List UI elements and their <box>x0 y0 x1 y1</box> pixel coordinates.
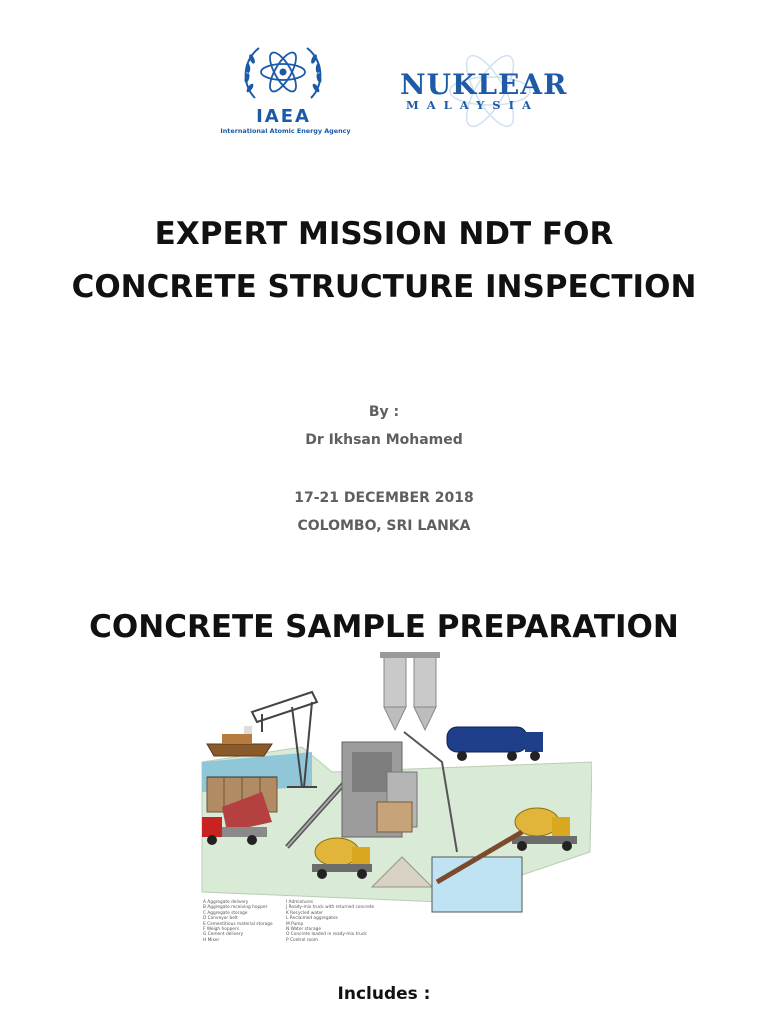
nuklear-malaysia-logo <box>392 46 582 136</box>
logo-bar <box>0 38 768 146</box>
legend-item: D Conveyor belt <box>203 916 238 922</box>
title-line-1: EXPERT MISSION NDT FOR <box>154 216 614 252</box>
nuklear-wordmark: NUKLEAR <box>400 68 568 101</box>
legend-item: E Cementitious material storage <box>203 921 273 927</box>
section-title: CONCRETE SAMPLE PREPARATION <box>89 609 679 645</box>
legend-item: F Weigh hoppers <box>203 927 239 933</box>
legend-item: O Concrete loaded in ready-mix truck <box>286 932 367 938</box>
atom-laurel-icon <box>237 40 329 104</box>
malaysia-wordmark: MALAYSIA <box>406 98 539 112</box>
legend-item: J Ready-mix truck with returned concrete <box>286 905 375 911</box>
diagram-legend <box>203 900 403 960</box>
legend-item: A Aggregate delivery <box>203 900 249 905</box>
legend-item: B Aggregate receiving hopper <box>203 905 268 911</box>
cement-silos <box>380 652 440 730</box>
iaea-logo <box>207 38 360 142</box>
legend-item: I Admixtures <box>286 900 314 905</box>
legend-item: K Recycled water <box>286 910 324 916</box>
event-location: COLOMBO, SRI LANKA <box>297 518 471 534</box>
legend-item: H Mixer <box>203 937 220 943</box>
legend-item: P Control room <box>286 937 318 943</box>
legend-column-right <box>286 900 381 943</box>
iaea-full-name: International Atomic Energy Agency <box>220 127 351 135</box>
includes-label: Includes : <box>337 984 431 1004</box>
legend-item: C Aggregate storage <box>203 910 248 916</box>
legend-item: M Pump <box>286 921 304 927</box>
by-label: By : <box>368 404 400 420</box>
tanker-truck-icon <box>447 727 543 761</box>
iaea-acronym: IAEA <box>256 106 311 127</box>
legend-item: L Reclaimed aggregates <box>286 916 338 922</box>
legend-item: G Cement delivery <box>203 932 244 938</box>
event-dates: 17-21 DECEMBER 2018 <box>294 490 474 506</box>
legend-item: N Water storage <box>286 927 321 933</box>
legend-column-left <box>203 900 298 943</box>
presenter-name: Dr Ikhsan Mohamed <box>305 432 463 448</box>
title-line-2: CONCRETE STRUCTURE INSPECTION <box>71 269 697 305</box>
